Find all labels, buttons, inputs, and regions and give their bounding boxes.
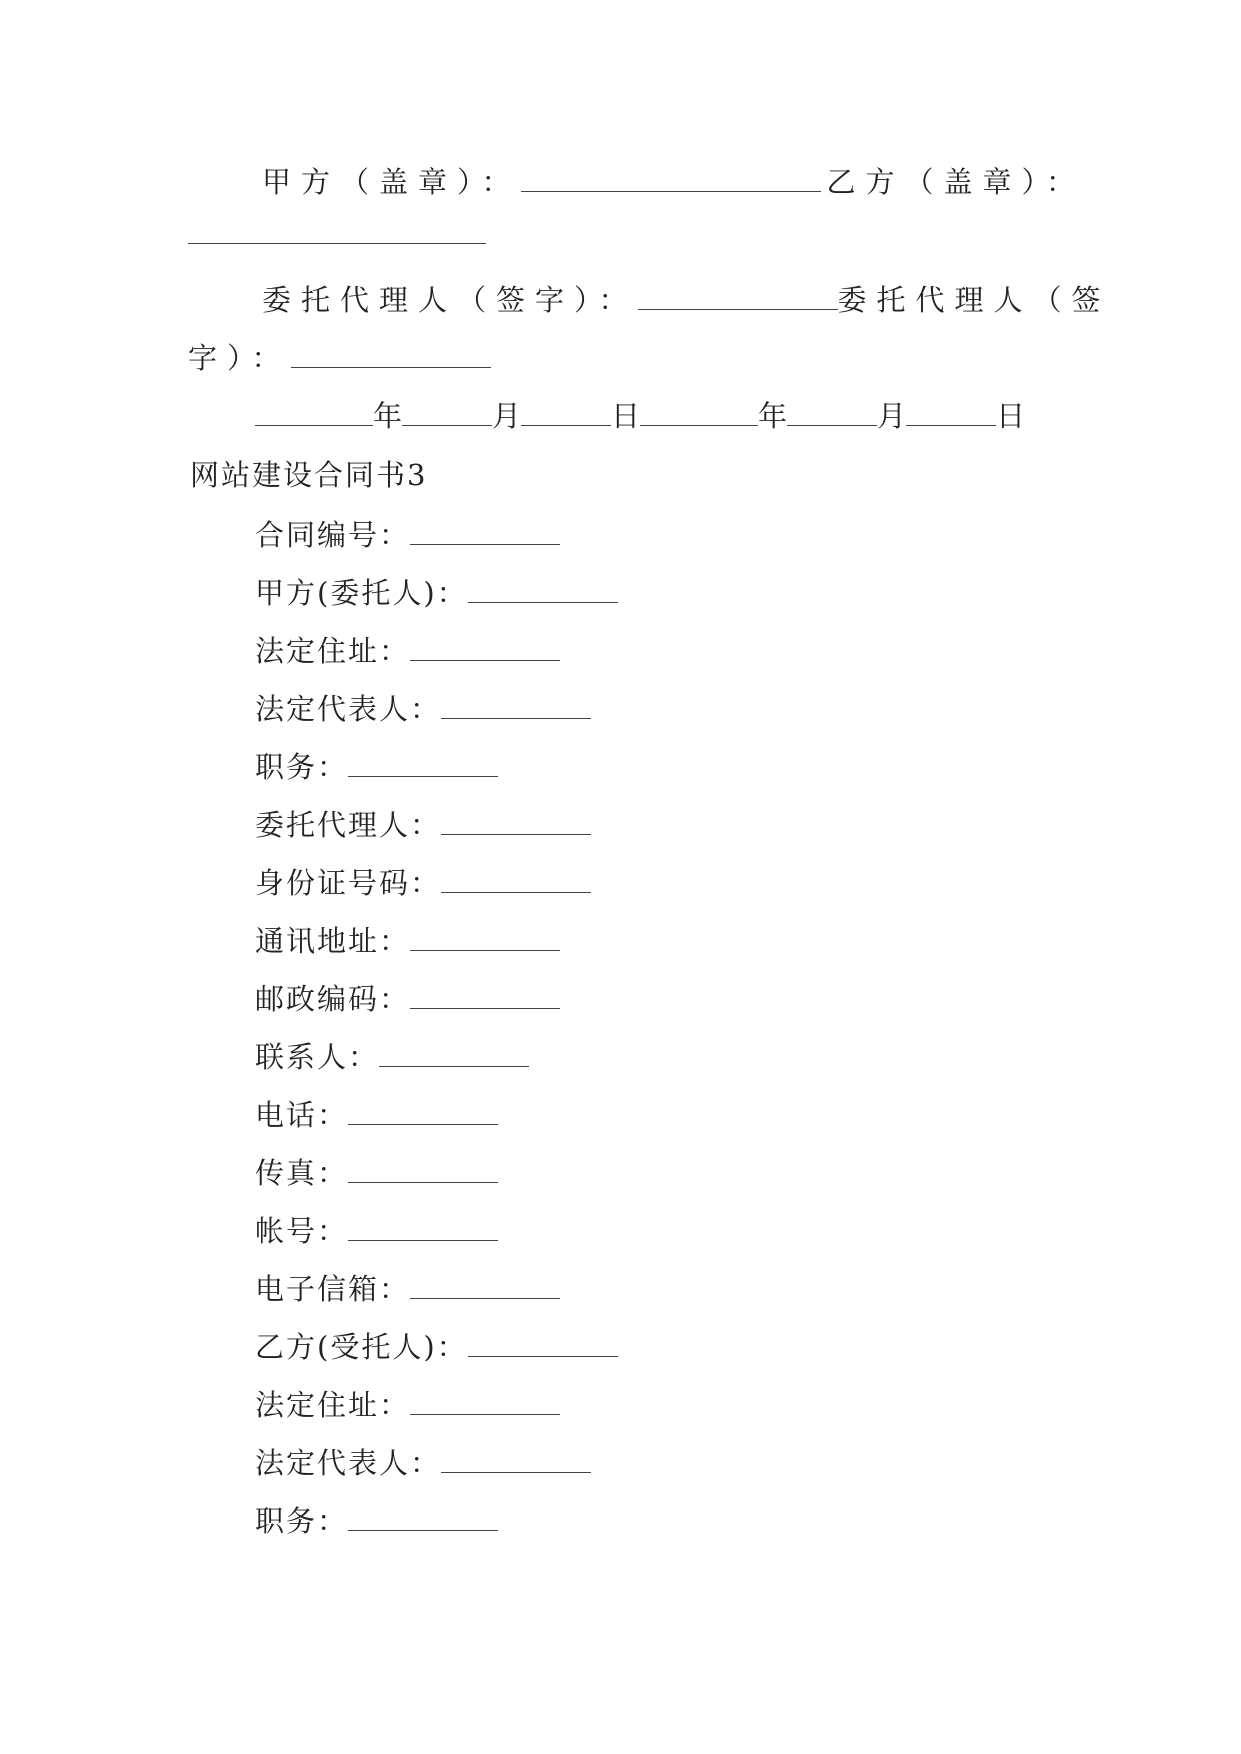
party-b-seal-label: 乙方（盖章）：	[826, 165, 1086, 199]
agent-a-sign-blank[interactable]	[638, 283, 838, 310]
field-label: 通讯地址：	[255, 924, 411, 958]
agent-b-sign-label-1: 委托代理人（签	[837, 283, 1111, 317]
party-b-seal-blank[interactable]	[188, 217, 486, 244]
field-label: 法定住址：	[255, 634, 411, 668]
field-label: 乙方(受托人)：	[255, 1330, 468, 1364]
agent-b-sign-blank[interactable]	[291, 341, 491, 368]
field-blank[interactable]	[441, 808, 591, 835]
agent-b-sign-label-2: 字）：	[188, 341, 291, 375]
field-label: 身份证号码：	[255, 866, 442, 900]
field-a-phone	[255, 1095, 498, 1135]
field-label: 法定代表人：	[255, 1446, 442, 1480]
field-label: 电子信箱：	[255, 1272, 411, 1306]
field-label: 职务：	[255, 1504, 349, 1538]
date-b-month: 月	[877, 399, 907, 433]
party-b-seal-blank-line	[188, 214, 486, 254]
field-label: 传真：	[255, 1156, 349, 1190]
field-a-fax	[255, 1153, 498, 1193]
field-blank[interactable]	[410, 634, 560, 661]
field-label: 联系人：	[255, 1040, 380, 1074]
field-blank[interactable]	[468, 576, 618, 603]
field-label: 邮政编码：	[255, 982, 411, 1016]
field-label: 法定住址：	[255, 1388, 411, 1422]
field-label: 合同编号：	[255, 518, 411, 552]
date-a-year: 年	[373, 399, 403, 433]
agent-a-sign-label: 委托代理人（签字）：	[262, 283, 638, 317]
date-b-day-blank[interactable]	[906, 399, 996, 426]
field-b-title	[255, 1501, 498, 1541]
agent-sign-line-2	[188, 338, 491, 378]
field-label: 帐号：	[255, 1214, 349, 1248]
field-a-account	[255, 1211, 498, 1251]
contract-title: 网站建设合同书3	[190, 458, 428, 492]
field-blank[interactable]	[410, 1388, 560, 1415]
date-a-year-blank[interactable]	[255, 399, 373, 426]
date-a-month-blank[interactable]	[402, 399, 492, 426]
field-blank[interactable]	[468, 1330, 618, 1357]
date-a-month: 月	[492, 399, 522, 433]
field-a-contact	[255, 1037, 529, 1077]
field-label: 法定代表人：	[255, 692, 442, 726]
field-blank[interactable]	[410, 924, 560, 951]
field-blank[interactable]	[441, 1446, 591, 1473]
date-b-year: 年	[758, 399, 788, 433]
field-a-mail-addr	[255, 921, 560, 961]
date-b-month-blank[interactable]	[787, 399, 877, 426]
field-a-address	[255, 631, 560, 671]
field-blank[interactable]	[348, 750, 498, 777]
field-b-address	[255, 1385, 560, 1425]
field-label: 职务：	[255, 750, 349, 784]
field-party-b	[255, 1327, 618, 1367]
date-a-day-blank[interactable]	[521, 399, 611, 426]
field-blank[interactable]	[441, 692, 591, 719]
field-blank[interactable]	[410, 982, 560, 1009]
party-a-seal-label: 甲方（盖章）：	[262, 165, 521, 199]
field-contract-no	[255, 515, 560, 555]
field-label: 甲方(委托人)：	[255, 576, 468, 610]
field-party-a	[255, 573, 618, 613]
field-a-id	[255, 863, 591, 903]
field-label: 电话：	[255, 1098, 349, 1132]
field-label: 委托代理人：	[255, 808, 442, 842]
field-blank[interactable]	[348, 1098, 498, 1125]
field-a-agent	[255, 805, 591, 845]
date-line	[255, 396, 1025, 436]
date-b-year-blank[interactable]	[640, 399, 758, 426]
party-a-seal-blank[interactable]	[521, 165, 821, 192]
field-blank[interactable]	[379, 1040, 529, 1067]
date-b-day: 日	[996, 399, 1026, 433]
field-a-title	[255, 747, 498, 787]
field-b-rep	[255, 1443, 591, 1483]
field-blank[interactable]	[348, 1156, 498, 1183]
date-a-day: 日	[611, 399, 641, 433]
field-a-email	[255, 1269, 560, 1309]
field-a-rep	[255, 689, 591, 729]
field-blank[interactable]	[410, 1272, 560, 1299]
agent-sign-line	[262, 280, 1111, 320]
field-blank[interactable]	[410, 518, 560, 545]
field-a-postcode	[255, 979, 560, 1019]
field-blank[interactable]	[348, 1214, 498, 1241]
field-blank[interactable]	[348, 1504, 498, 1531]
field-blank[interactable]	[441, 866, 591, 893]
party-a-seal-line	[262, 162, 1085, 202]
